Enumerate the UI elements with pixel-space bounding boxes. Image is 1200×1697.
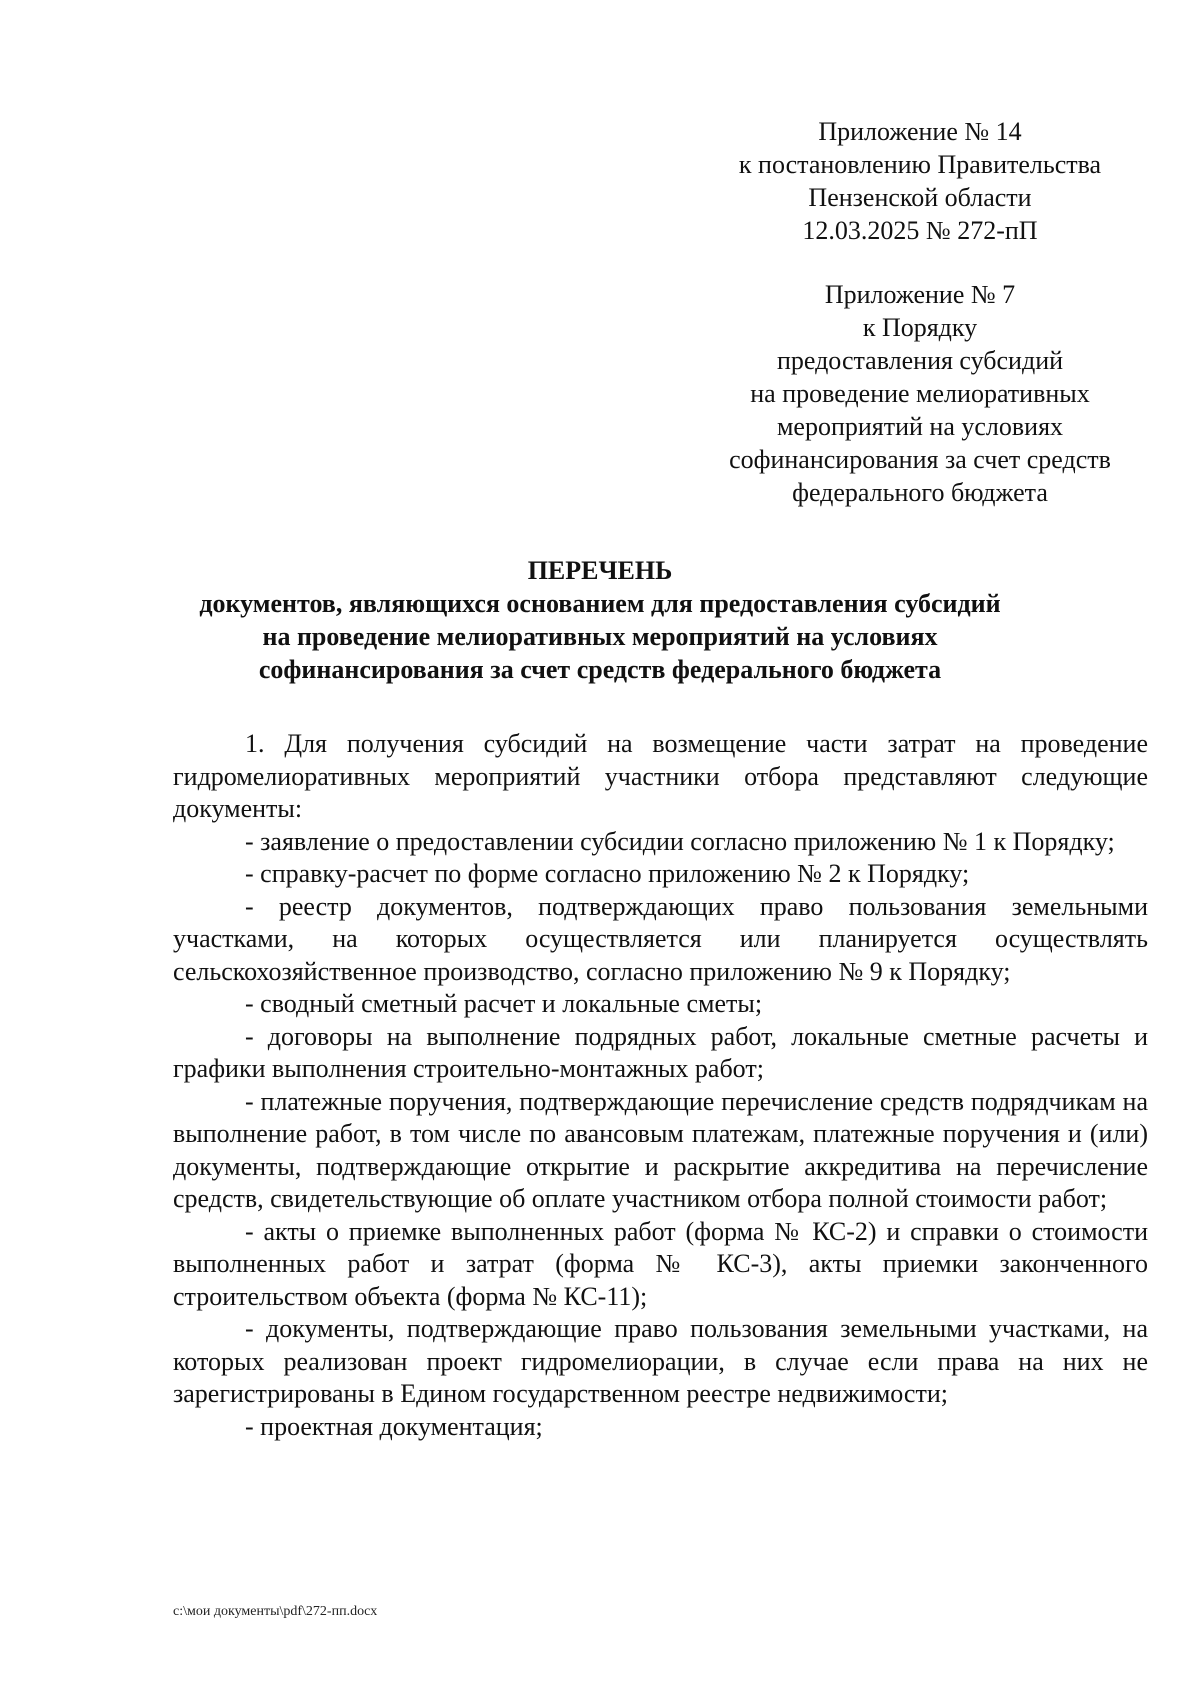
document-title [140, 554, 1060, 686]
appendix-14-header [695, 115, 1145, 247]
appendix-14-line: 12.03.2025 № 272-пП [802, 216, 1038, 245]
list-item: - документы, подтверждающие право пользования земельными участками, на которых реализован проект гидромелиорации, в случае если права на них не зарегистрированы в Едином государственном реестре недвижимости; [173, 1314, 1148, 1408]
appendix-7-header [695, 278, 1145, 509]
body-paragraph: 1. Для получения субсидий на возмещение части затрат на проведение гидромелиоративных мероприятий участники отбора представляют следующие документы: [173, 729, 1148, 823]
appendix-14-line: Пензенской области [808, 183, 1032, 212]
appendix-7-line: предоставления субсидий [776, 346, 1064, 375]
list-item: - сводный сметный расчет и локальные сметы; [245, 989, 763, 1018]
appendix-7-line: к Порядку [862, 313, 978, 342]
appendix-14-line: Приложение № 14 [818, 117, 1022, 146]
footer-file-path: c:\мои документы\pdf\272-пп.docx [173, 1604, 378, 1619]
list-item: - справку-расчет по форме согласно приложению № 2 к Порядку; [245, 859, 970, 888]
title-line: софинансирования за счет средств федерального бюджета [258, 655, 942, 684]
title-line: на проведение мелиоративных мероприятий на условиях [262, 622, 938, 651]
appendix-7-line: Приложение № 7 [824, 280, 1016, 309]
list-item: - договоры на выполнение подрядных работ, локальные сметные расчеты и графики выполнения строительно-монтажных работ; [173, 1021, 1148, 1083]
title-heading: ПЕРЕЧЕНЬ [527, 556, 673, 585]
list-item: - заявление о предоставлении субсидии согласно приложению № 1 к Порядку; [245, 826, 1115, 856]
appendix-14-line: к постановлению Правительства [738, 150, 1102, 179]
document-body [173, 728, 1148, 1443]
list-item: - реестр документов, подтверждающих право пользования земельными участками, на которых осуществляется или планируется осуществлять сельскохозяйственное производство, согласно приложению № 9 к Порядку; [173, 891, 1148, 986]
appendix-7-line: на проведение мелиоративных [750, 379, 1090, 408]
appendix-7-line: мероприятий на условиях [776, 412, 1064, 441]
appendix-7-line: софинансирования за счет средств [729, 445, 1111, 474]
list-item: - проектная документация; [245, 1411, 543, 1441]
list-item: - акты о приемке выполненных работ (форма № КС-2) и справки о стоимости выполненных работ и затрат (форма № КС-3), акты приемки законченного строительством объекта (форма № КС-11); [173, 1216, 1148, 1311]
title-line: документов, являющихся основанием для предоставления субсидий [199, 589, 1001, 618]
list-item: - платежные поручения, подтверждающие перечисление средств подрядчикам на выполнение работ, в том числе по авансовым платежам, платежные поручения и (или) документы, подтверждающие открытие и раскрытие аккредитива на перечисление средств, свидетельствующие об оплате участником отбора полной стоимости работ; [173, 1086, 1148, 1213]
appendix-7-line: федерального бюджета [792, 478, 1048, 507]
